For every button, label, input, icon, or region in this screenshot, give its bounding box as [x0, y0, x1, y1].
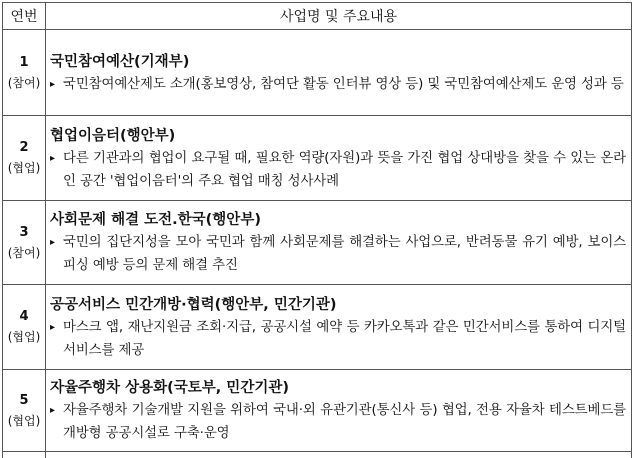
row-number-cell	[3, 285, 46, 370]
table-row	[3, 201, 632, 285]
project-description-text: 국민의 집단지성을 모아 국민과 함께 사회문제를 해결하는 사업으로, 반려동물 유기 예방, 보이스피싱 예방 등의 문제 해결 추진	[63, 235, 626, 273]
row-content-cell	[46, 201, 632, 285]
row-number-cell	[3, 201, 46, 285]
header-content: 사업명 및 주요내용	[46, 3, 632, 30]
row-type: (협업)	[8, 330, 41, 344]
bullet-icon: ▸	[50, 73, 55, 96]
row-number: 2	[3, 138, 45, 158]
table-row	[3, 116, 632, 201]
header-row	[3, 3, 632, 30]
bullet-icon: ▸	[50, 316, 55, 339]
table-row	[3, 370, 632, 452]
project-title: 국민참여예산(기재부)	[50, 51, 626, 73]
table-row-partial	[3, 452, 632, 458]
row-number-cell	[3, 30, 46, 116]
row-number: 1	[3, 53, 45, 73]
row-number-cell	[3, 370, 46, 452]
row-number: 5	[3, 391, 45, 411]
row-type: (참여)	[8, 246, 41, 260]
bullet-icon: ▸	[50, 399, 55, 422]
row-number: 3	[3, 223, 45, 243]
row-content-cell	[46, 30, 632, 116]
projects-table	[2, 2, 632, 458]
project-title: 협업이음터(행안부)	[50, 125, 626, 147]
row-content-cell	[46, 116, 632, 201]
project-description	[50, 316, 626, 362]
row-content-cell	[46, 370, 632, 452]
row-type: (협업)	[8, 414, 41, 428]
project-description	[50, 73, 626, 96]
project-description-text: 자율주행차 기술개발 지원을 위하여 국내·외 유관기관(통신사 등) 협업, 전용 자율차 테스트베드를 개방형 공공시설로 구축·운영	[63, 403, 626, 441]
row-number: 4	[3, 307, 45, 327]
project-description-text: 마스크 앱, 재난지원금 조회·지급, 공공시설 예약 등 카카오톡과 같은 민간서비스를 통하여 디지털 서비스를 제공	[63, 320, 626, 358]
table-row	[3, 285, 632, 370]
project-description-text: 다른 기관과의 협업이 요구될 때, 필요한 역량(자원)과 뜻을 가진 협업 상대방을 찾을 수 있는 온라인 공간 '협업이음터'의 주요 협업 매칭 성사사례	[63, 151, 626, 189]
header-number: 연번	[3, 3, 46, 30]
project-title: 사회문제 해결 도전.한국(행안부)	[50, 209, 626, 231]
row-number-cell	[3, 116, 46, 201]
bullet-icon: ▸	[50, 231, 55, 254]
project-description-text: 국민참여예산제도 소개(홍보영상, 참여단 활동 인터뷰 영상 등) 및 국민참여예산제도 운영 성과 등	[63, 77, 624, 92]
row-content-cell	[46, 452, 632, 458]
row-content-cell	[46, 285, 632, 370]
project-description	[50, 147, 626, 193]
bullet-icon: ▸	[50, 147, 55, 170]
project-description	[50, 399, 626, 445]
table-row	[3, 30, 632, 116]
project-title: 자율주행차 상용화(국토부, 민간기관)	[50, 377, 626, 399]
project-description	[50, 231, 626, 277]
row-number-cell	[3, 452, 46, 458]
row-type: (협업)	[8, 161, 41, 175]
row-type: (참여)	[8, 76, 41, 90]
project-title: 공공서비스 민간개방·협력(행안부, 민간기관)	[50, 294, 626, 316]
